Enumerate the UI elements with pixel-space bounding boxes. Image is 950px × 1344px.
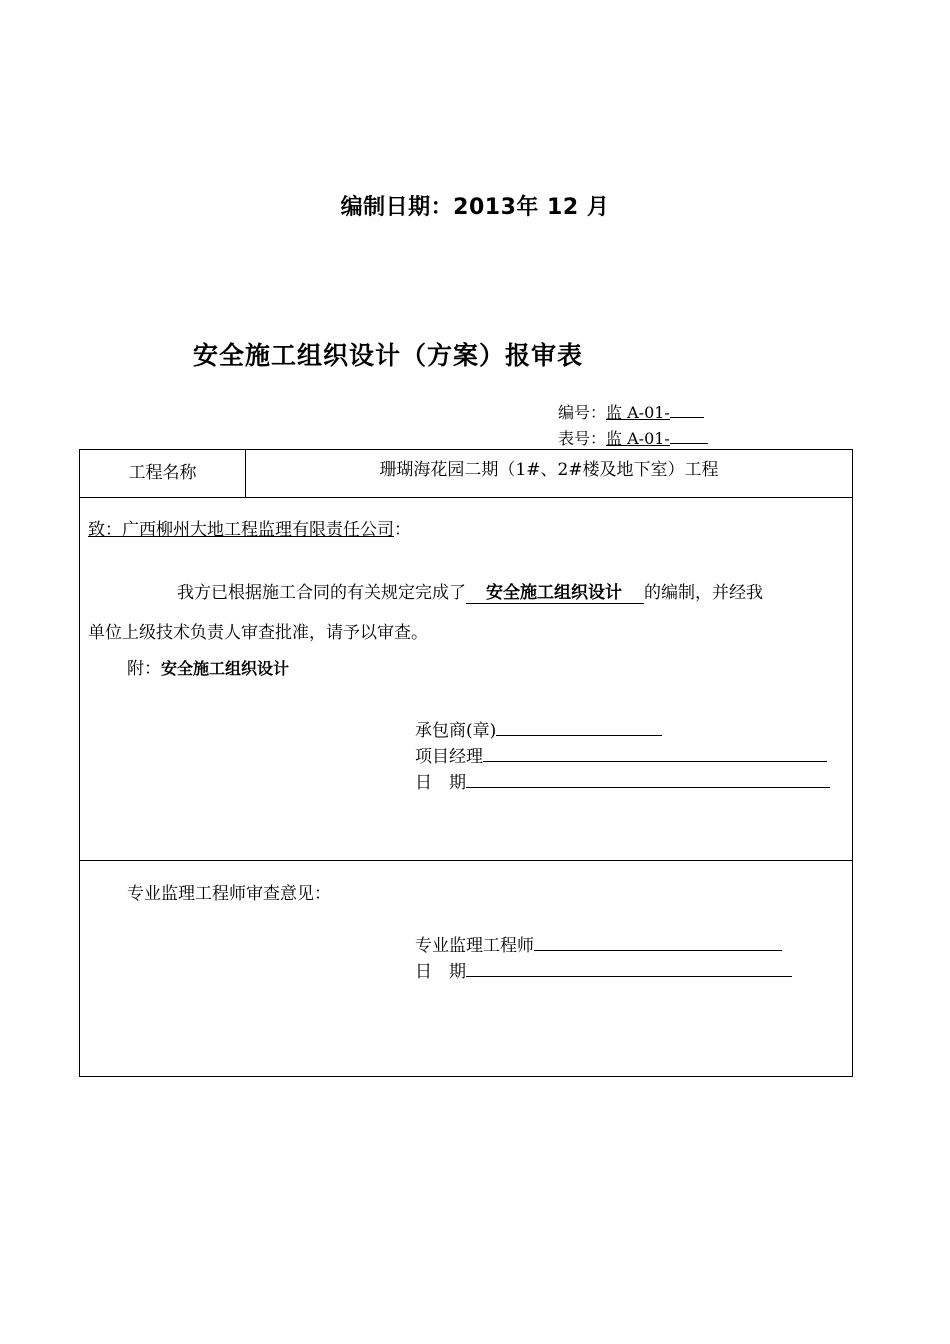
attachment-line xyxy=(127,654,289,679)
addressee-colon: ： xyxy=(394,520,411,540)
review-date-blank xyxy=(466,962,792,977)
form-number-value: 监 A-01- xyxy=(606,403,670,422)
engineer-blank xyxy=(534,936,782,951)
attachment-value: 安全施工组织设计 xyxy=(161,659,290,678)
form-number-blank xyxy=(670,403,704,418)
body-line-2: 单位上级技术负责人审查批准，请予以审查。 xyxy=(88,623,428,643)
form-number-label: 编号： xyxy=(558,403,607,422)
review-date-label: 日 期 xyxy=(415,962,466,982)
addressee: 致：广西柳州大地工程监理有限责任公司 xyxy=(88,520,394,540)
engineer-line xyxy=(415,931,782,956)
body-doc-name: 安全施工组织设计 xyxy=(466,578,644,604)
body-start: 我方已根据施工合同的有关规定完成了 xyxy=(177,583,466,603)
review-section xyxy=(80,861,852,1076)
submit-date-line xyxy=(415,768,830,793)
pm-line xyxy=(415,742,827,767)
form-code-label: 表号： xyxy=(558,429,607,448)
submit-date-blank xyxy=(466,773,830,788)
form-code-blank xyxy=(670,429,708,444)
contractor-blank xyxy=(496,721,662,736)
submission-section xyxy=(80,498,852,861)
project-row xyxy=(80,450,852,498)
review-title: 专业监理工程师审查意见： xyxy=(127,884,331,904)
compile-date: 编制日期：2013年 12 月 xyxy=(340,195,610,220)
contractor-line xyxy=(415,716,662,741)
submit-date-label: 日 期 xyxy=(415,773,466,793)
form-title: 安全施工组织设计（方案）报审表 xyxy=(193,341,584,370)
pm-label: 项目经理 xyxy=(415,747,483,767)
form-number xyxy=(558,400,704,423)
form-code xyxy=(558,426,708,449)
addressee-line xyxy=(88,515,411,540)
form-code-value: 监 A-01- xyxy=(606,429,670,448)
pm-blank xyxy=(483,747,827,762)
project-label: 工程名称 xyxy=(80,450,246,497)
engineer-label: 专业监理工程师 xyxy=(415,936,534,956)
attachment-label: 附： xyxy=(127,659,161,679)
review-table xyxy=(79,449,853,1077)
project-value: 珊瑚海花园二期（1#、2#楼及地下室）工程 xyxy=(379,460,719,480)
body-end: 的编制，并经我 xyxy=(644,583,763,603)
review-date-line xyxy=(415,957,792,982)
body-line-1 xyxy=(177,578,763,604)
contractor-label: 承包商(章) xyxy=(415,721,497,741)
